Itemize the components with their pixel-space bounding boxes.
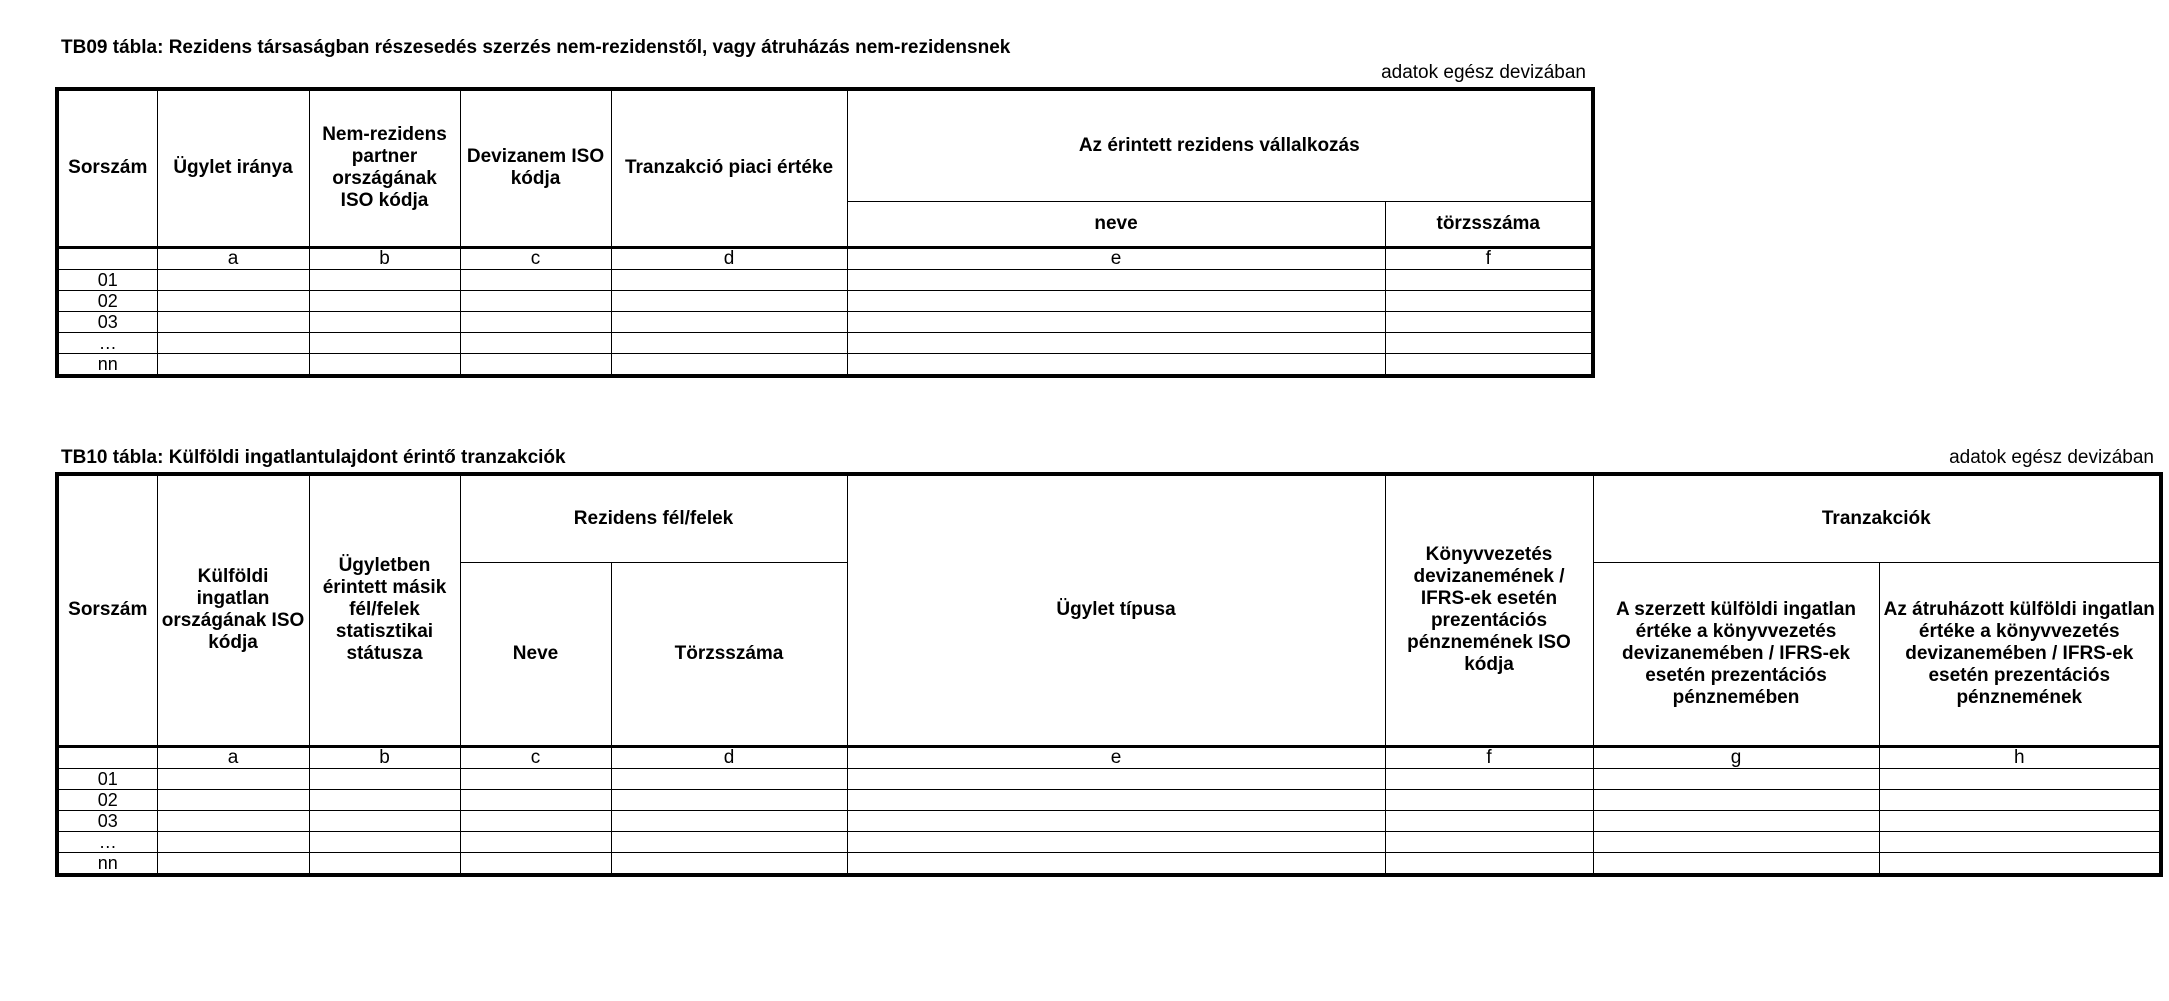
tb10-table [55, 472, 2163, 877]
data-cell[interactable] [460, 789, 611, 810]
column-code: a [157, 746, 309, 768]
data-cell[interactable] [460, 353, 611, 376]
data-cell[interactable] [847, 810, 1385, 831]
tb09-title: TB09 tábla: Rezidens társaságban részesedés szerzés nem-rezidenstől, vagy átruházás nem-rezidensnek [61, 37, 1011, 58]
header-neve: Neve [460, 562, 611, 746]
table-row [57, 789, 2161, 810]
column-code: d [611, 746, 847, 768]
data-cell[interactable] [157, 290, 309, 311]
column-code: h [1879, 746, 2161, 768]
data-cell[interactable] [309, 332, 460, 353]
table-row [57, 831, 2161, 852]
header-ingatlan-orszag: Külföldi ingatlan országának ISO kódja [157, 474, 309, 746]
data-cell[interactable] [611, 332, 847, 353]
table-row [57, 810, 2161, 831]
table-row [57, 290, 1593, 311]
data-cell[interactable] [309, 789, 460, 810]
data-cell[interactable] [847, 332, 1385, 353]
row-number: nn [57, 852, 157, 875]
column-code: e [847, 247, 1385, 269]
data-cell[interactable] [1879, 768, 2161, 789]
header-sorszam: Sorszám [57, 474, 157, 746]
data-cell[interactable] [847, 831, 1385, 852]
code-cell-empty [57, 746, 157, 768]
data-cell[interactable] [157, 332, 309, 353]
data-cell[interactable] [611, 831, 847, 852]
data-cell[interactable] [460, 269, 611, 290]
code-cell-empty [57, 247, 157, 269]
data-cell[interactable] [1879, 810, 2161, 831]
header-konyvvezetes-iso: Könyvvezetés devizanemének / IFRS-ek esetén prezentációs pénznemének ISO kódja [1385, 474, 1593, 746]
data-cell[interactable] [611, 290, 847, 311]
data-cell[interactable] [1385, 269, 1593, 290]
header-partner-iso: Nem-rezidens partner országának ISO kódja [309, 89, 460, 247]
data-cell[interactable] [611, 810, 847, 831]
data-cell[interactable] [1593, 810, 1879, 831]
column-code-row [57, 746, 2161, 768]
header-rezidens-felek: Rezidens fél/felek [460, 474, 847, 562]
table-row [57, 768, 2161, 789]
data-cell[interactable] [460, 332, 611, 353]
data-cell[interactable] [1385, 831, 1593, 852]
header-ugylet-tipusa: Ügylet típusa [847, 474, 1385, 746]
data-cell[interactable] [309, 269, 460, 290]
data-cell[interactable] [157, 831, 309, 852]
data-cell[interactable] [847, 353, 1385, 376]
row-number: 03 [57, 311, 157, 332]
row-number: 01 [57, 768, 157, 789]
data-cell[interactable] [460, 852, 611, 875]
data-cell[interactable] [611, 852, 847, 875]
column-code: a [157, 247, 309, 269]
table-row [57, 332, 1593, 353]
data-cell[interactable] [157, 311, 309, 332]
table-row [57, 269, 1593, 290]
column-code: c [460, 746, 611, 768]
row-number: 03 [57, 810, 157, 831]
column-code: b [309, 247, 460, 269]
data-cell[interactable] [460, 831, 611, 852]
data-cell[interactable] [1385, 852, 1593, 875]
data-cell[interactable] [309, 768, 460, 789]
header-devizanem-iso: Devizanem ISO kódja [460, 89, 611, 247]
data-cell[interactable] [1385, 810, 1593, 831]
data-cell[interactable] [157, 353, 309, 376]
data-cell[interactable] [1385, 311, 1593, 332]
tb10-title: TB10 tábla: Külföldi ingatlantulajdont érintő tranzakciók [61, 447, 566, 468]
header-erintett-vallalkozas: Az érintett rezidens vállalkozás [847, 89, 1593, 201]
data-cell[interactable] [460, 290, 611, 311]
data-cell[interactable] [460, 810, 611, 831]
data-cell[interactable] [460, 768, 611, 789]
data-cell[interactable] [847, 789, 1385, 810]
data-cell[interactable] [309, 353, 460, 376]
data-cell[interactable] [611, 269, 847, 290]
header-szerzett-ingatlan-erteke: A szerzett külföldi ingatlan értéke a könyvvezetés devizanemében / IFRS-ek esetén prezentációs pénznemében [1593, 562, 1879, 746]
data-cell[interactable] [1879, 852, 2161, 875]
data-cell[interactable] [1385, 768, 1593, 789]
data-cell[interactable] [847, 768, 1385, 789]
row-number: 02 [57, 789, 157, 810]
data-cell[interactable] [157, 269, 309, 290]
table-row [57, 852, 2161, 875]
data-cell[interactable] [309, 290, 460, 311]
data-cell[interactable] [1879, 831, 2161, 852]
header-masik-fel-statusz: Ügyletben érintett másik fél/felek statisztikai státusza [309, 474, 460, 746]
tb10-units-note: adatok egész devizában [1949, 447, 2154, 468]
header-torzsszama: törzsszáma [1385, 201, 1593, 247]
row-number: 01 [57, 269, 157, 290]
header-torzsszama: Törzsszáma [611, 562, 847, 746]
data-cell[interactable] [157, 852, 309, 875]
column-code: e [847, 746, 1385, 768]
header-neve: neve [847, 201, 1385, 247]
data-cell[interactable] [611, 353, 847, 376]
tb09-table [55, 87, 1595, 378]
column-code: f [1385, 247, 1593, 269]
data-cell[interactable] [847, 311, 1385, 332]
data-cell[interactable] [1385, 332, 1593, 353]
data-cell[interactable] [1593, 852, 1879, 875]
tb09-units-note: adatok egész devizában [1381, 62, 1586, 83]
data-cell[interactable] [309, 831, 460, 852]
header-tranzakciok: Tranzakciók [1593, 474, 2161, 562]
data-cell[interactable] [157, 768, 309, 789]
row-number: … [57, 831, 157, 852]
data-cell[interactable] [611, 789, 847, 810]
data-cell[interactable] [1593, 768, 1879, 789]
row-number: … [57, 332, 157, 353]
data-cell[interactable] [1385, 290, 1593, 311]
data-cell[interactable] [847, 852, 1385, 875]
data-cell[interactable] [1593, 831, 1879, 852]
column-code-row [57, 247, 1593, 269]
data-cell[interactable] [157, 789, 309, 810]
data-cell[interactable] [1593, 789, 1879, 810]
data-cell[interactable] [847, 290, 1385, 311]
data-cell[interactable] [309, 852, 460, 875]
data-cell[interactable] [460, 311, 611, 332]
column-code: c [460, 247, 611, 269]
column-code: b [309, 746, 460, 768]
data-cell[interactable] [309, 810, 460, 831]
header-atruhazott-ingatlan-erteke: Az átruházott külföldi ingatlan értéke a könyvvezetés devizanemében / IFRS-ek esetén prezentációs pénznemének [1879, 562, 2161, 746]
row-number: nn [57, 353, 157, 376]
header-ugylet-iranya: Ügylet iránya [157, 89, 309, 247]
data-cell[interactable] [611, 768, 847, 789]
table-row [57, 311, 1593, 332]
data-cell[interactable] [309, 311, 460, 332]
column-code: g [1593, 746, 1879, 768]
header-piaci-ertek: Tranzakció piaci értéke [611, 89, 847, 247]
data-cell[interactable] [1879, 789, 2161, 810]
data-cell[interactable] [1385, 353, 1593, 376]
column-code: f [1385, 746, 1593, 768]
data-cell[interactable] [157, 810, 309, 831]
header-sorszam: Sorszám [57, 89, 157, 247]
column-code: d [611, 247, 847, 269]
table-row [57, 353, 1593, 376]
data-cell[interactable] [611, 311, 847, 332]
row-number: 02 [57, 290, 157, 311]
data-cell[interactable] [847, 269, 1385, 290]
data-cell[interactable] [1385, 789, 1593, 810]
